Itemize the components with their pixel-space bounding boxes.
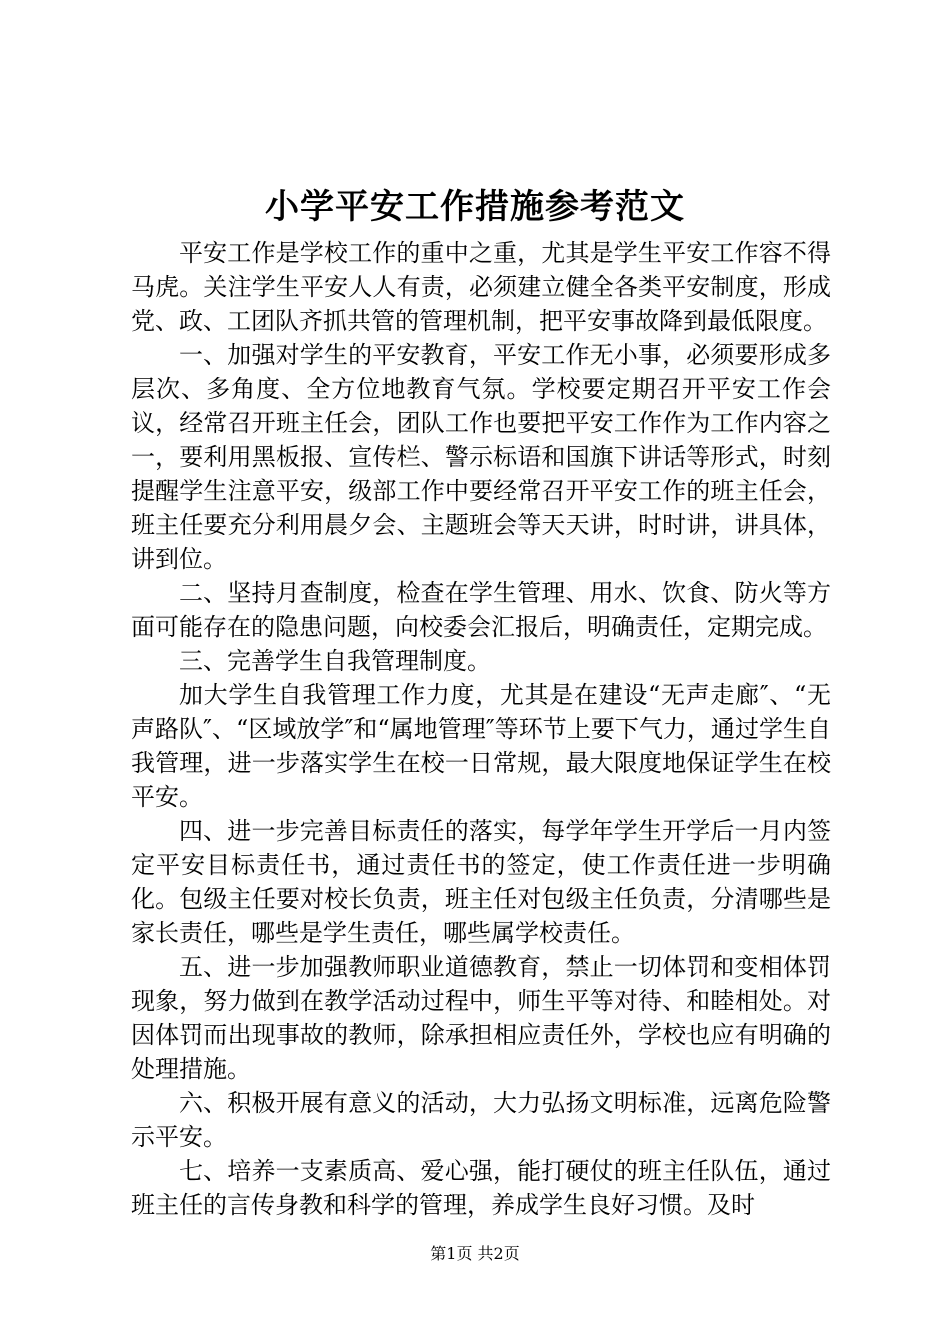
document-title: 小学平安工作措施参考范文 (265, 187, 685, 227)
paragraph-1: 一、加强对学生的平安教育，平安工作无小事，必须要形成多层次、多角度、全方位地教育气氛。学校要定期召开平安工作会议，经常召开班主任会，团队工作也要把平安工作作为工作内容之一，要利用黑板报、宣传栏、警示标语和国旗下讲话等形式，时刻提醒学生注意平安，级部工作中要经常召开平安工作的班主任会，班主任要充分利用晨夕会、主题班会等天天讲，时时讲，讲具体，讲到位。 (131, 341, 831, 573)
paragraph-6: 六、积极开展有意义的活动，大力弘扬文明标准，远离危险警示平安。 (131, 1089, 831, 1151)
paragraph-3-detail: 加大学生自我管理工作力度，尤其是在建设“无声走廊″、“无声路队″、“区域放学″和“属地管理″等环节上要下气力，通过学生自我管理，进一步落实学生在校一日常规，最大限度地保证学生在校平安。 (131, 681, 831, 811)
paragraph-3: 三、完善学生自我管理制度。 (179, 647, 491, 675)
document-body (131, 236, 831, 1222)
paragraph-4: 四、进一步完善目标责任的落实，每学年学生开学后一月内签定平安目标责任书，通过责任书的签定，使工作责任进一步明确化。包级主任要对校长负责，班主任对包级主任负责，分清哪些是家长责任，哪些是学生责任，哪些属学校责任。 (131, 817, 831, 947)
page-number-footer: 第1页 共2页 (430, 1244, 520, 1263)
paragraph-intro: 平安工作是学校工作的重中之重，尤其是学生平安工作容不得马虎。关注学生平安人人有责，必须建立健全各类平安制度，形成党、政、工团队齐抓共管的管理机制，把平安事故降到最低限度。 (131, 239, 831, 335)
paragraph-7: 七、培养一支素质高、爱心强，能打硬仗的班主任队伍，通过班主任的言传身教和科学的管理，养成学生良好习惯。及时 (131, 1157, 831, 1219)
paragraph-5: 五、进一步加强教师职业道德教育，禁止一切体罚和变相体罚现象，努力做到在教学活动过程中，师生平等对待、和睦相处。对因体罚而出现事故的教师，除承担相应责任外，学校也应有明确的处理措施。 (131, 953, 831, 1083)
paragraph-2: 二、坚持月查制度，检查在学生管理、用水、饮食、防火等方面可能存在的隐患问题，向校委会汇报后，明确责任，定期完成。 (131, 579, 831, 641)
